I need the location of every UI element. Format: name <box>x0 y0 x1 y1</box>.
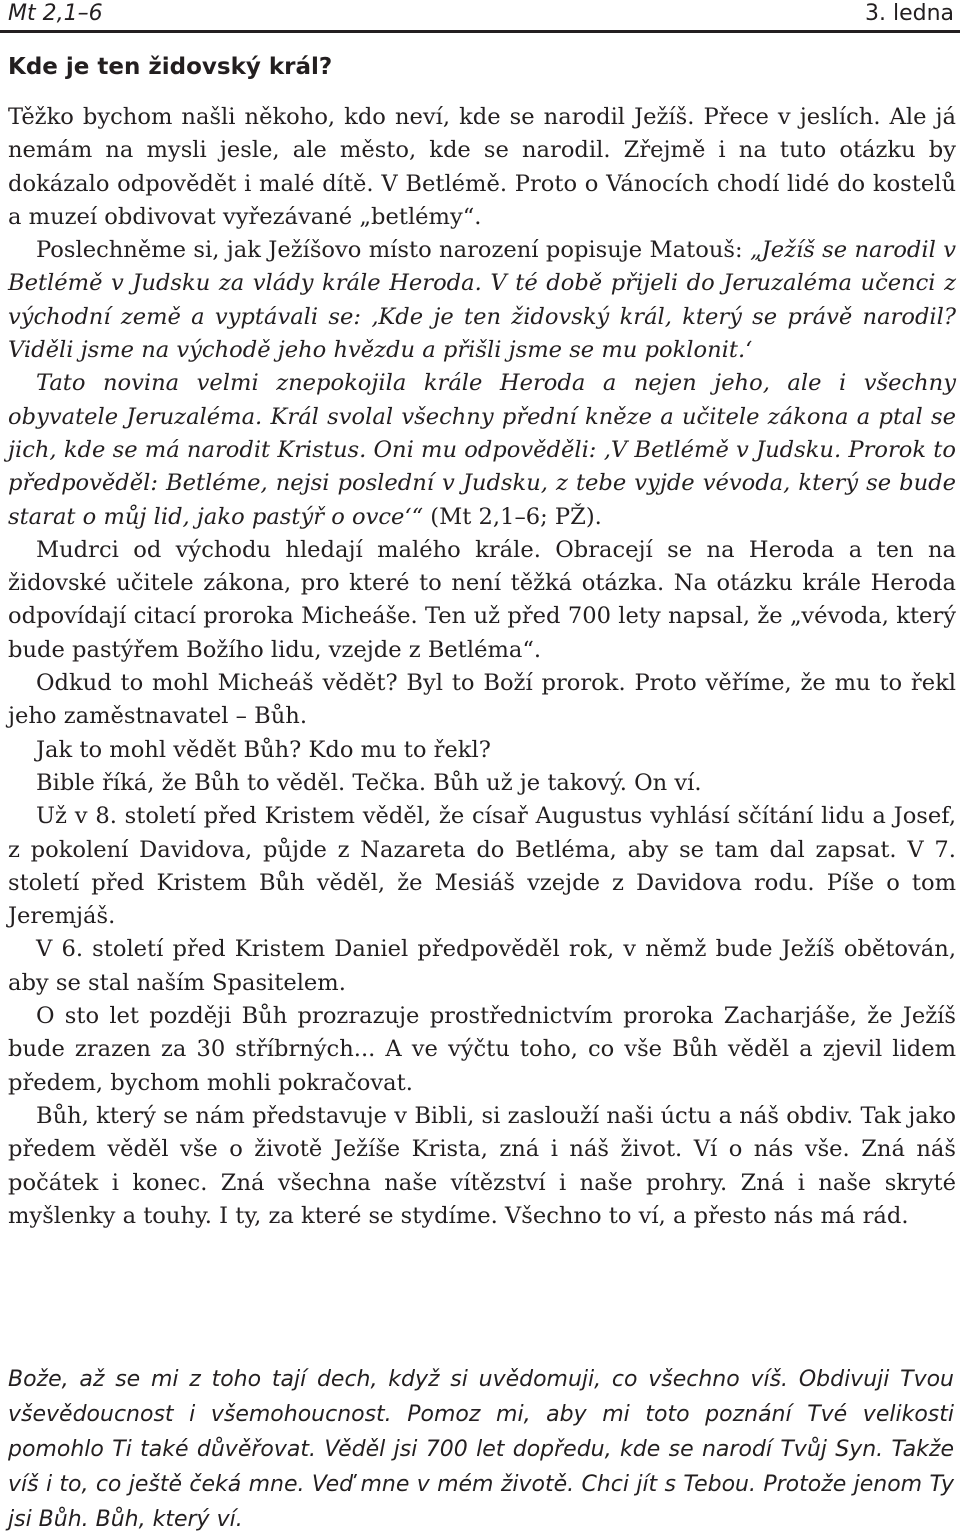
closing-prayer: Bože, až se mi z toho tají dech, když si uvědomuji, co všechno víš. Obdivuji Tvou vševědoucnost i všemohoucnost. Pomoz mi, aby mi toto poznání Tvé velikosti pomohlo Ti také důvěřovat. Věděl jsi 700 let dopředu, kde se narodí Tvůj Syn. Takže víš i to, co ještě čeká mne. Veď mne v mém životě. Chci jít s Tebou. Protože jenom Ty jsi Bůh. Bůh, který ví. <box>8 1367 954 1532</box>
paragraph-magi: Mudrci od východu hledají malého krále. Obracejí se na Heroda a ten na židovské učitele zákona, pro které to není těžká otázka. Na otázku krále Heroda odpovídají citací proroka Micheáše. Ten už před 700 lety napsal, že „vévoda, který bude pastýřem Božího lidu, vzejde z Betléma“. <box>8 536 956 663</box>
paragraph-question: Jak to mohl vědět Bůh? Kdo mu to řekl? <box>36 736 491 763</box>
quote-intro: Poslechněme si, jak Ježíšovo místo narození popisuje Matouš: <box>36 237 750 264</box>
article-body <box>8 101 956 1233</box>
paragraph-daniel: V 6. století před Kristem Daniel předpověděl rok, v němž bude Ježíš obětován, aby se stal naším Spasitelem. <box>8 936 956 996</box>
gospel-quote: „Ježíš se narodil v Betlémě v Judsku za vlády krále Heroda. V té době přijeli do Jeruzaléma učenci z východní země a vyptávali se: ‚Kde je ten židovský král, který se právě narodil? Viděli jsme na východě jeho hvězdu a přišli jsme se mu poklonit.‘ <box>8 237 956 364</box>
paragraph-gospel-quote <box>8 234 956 367</box>
paragraph-conclusion: Bůh, který se nám představuje v Bibli, si zaslouží naši úctu a náš obdiv. Tak jako předem věděl vše o životě Ježíše Krista, zná i náš život. Ví o nás vše. Zná náš počátek i konec. Zná všechna naše vítězství i naše prohry. Zná i naše skryté myšlenky a touhy. I ty, za které se stydíme. Všechno to ví, a přesto nás má rád. <box>8 1102 956 1229</box>
page-title: Kde je ten židovský král? <box>8 54 333 80</box>
paragraph-gospel-quote-cont <box>8 367 956 533</box>
paragraph-zechariah: O sto let později Bůh prozrazuje prostřednictvím proroka Zacharjáše, že Ježíš bude zrazen za 30 stříbrných... A ve výčtu toho, co vše Bůh věděl a zjevil lidem předem, bychom mohli pokračovat. <box>8 1003 956 1096</box>
date-label: 3. ledna <box>864 1 954 26</box>
quote-citation: (Mt 2,1–6; PŽ). <box>423 503 602 530</box>
paragraph-prophecies: Už v 8. století před Kristem věděl, že císař Augustus vyhlásí sčítání lidu a Josef, z pokolení Davidova, půjde z Nazareta do Betléma, aby se tam dal zapsat. V 7. století před Kristem Bůh věděl, že Mesiáš vzejde z Davidova rodu. Píše o tom Jeremjáš. <box>8 803 956 930</box>
gospel-quote-cont: Tato novina velmi znepokojila krále Heroda a nejen jeho, ale i všechny obyvatele Jeruzaléma. Král svolal všechny přední kněze a učitele zákona a ptal se jich, kde se má narodit Kristus. Oni mu odpověděli: ‚V Betlémě v Judsku. Prorok to předpověděl: Betléme, nejsi poslední v Judsku, z tebe vyjde vévoda, který se bude starat o můj lid, jako pastýř o ovce‘“ <box>8 370 956 530</box>
paragraph-intro: Těžko bychom našli někoho, kdo neví, kde se narodil Ježíš. Přece v jeslích. Ale já nemám na mysli jesle, ale město, kde se narodil. Zřejmě i na tuto otázku by dokázalo odpovědět i malé dítě. V Betlémě. Proto o Vánocích chodí lidé do kostelů a muzeí obdivovat vyřezávané „betlémy“. <box>8 104 956 230</box>
paragraph-micah: Odkud to mohl Micheáš vědět? Byl to Boží prorok. Proto věříme, že mu to řekl jeho zaměstnavatel – Bůh. <box>8 670 956 730</box>
scripture-reference: Mt 2,1–6 <box>8 1 103 26</box>
paragraph-god-knew: Bible říká, že Bůh to věděl. Tečka. Bůh už je takový. On ví. <box>36 769 702 796</box>
page-header <box>0 0 960 33</box>
